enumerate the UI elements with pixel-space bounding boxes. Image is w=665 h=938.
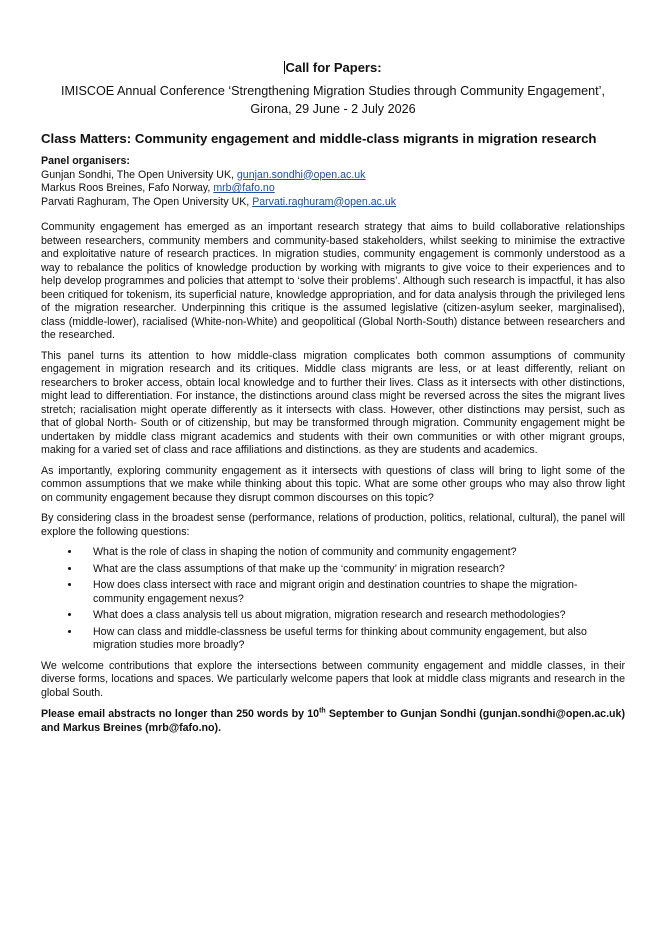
organiser-raghuram [41,196,625,210]
call-for-papers-heading [41,60,625,76]
organiser-name: Markus Roos Breines, Fafo Norway, [41,182,214,194]
submission-text-end: September to Gunjan Sondhi (gunjan.sondhi@open.ac.uk) and Markus Breines (mrb@fafo.no). [41,708,625,734]
organisers-label: Panel organisers: [41,155,130,167]
list-item: • How can class and middle-classness be useful terms for thinking about community engagement, but also migration studies more broadly? [81,626,625,653]
paragraph-intro: Community engagement has emerged as an important research strategy that aims to build collaborative relationships between researchers, community members and community-based stakeholders, whilst seeking to minimise the extractive and exploitative nature of research practices. In migration studies, community engagement is commonly understood as a way to rebalance the politics of knowledge production by working with migrants to give voice to their experiences and to help develop programmes and policies that attempt to ‘solve their problems’. Although such research is impactful, it has also been critiqued for tokenism, its superficial nature, knowledge appropriation, and for data analysis through the privileged lens of the migration researcher. Underpinning this critique is the assumed legislative (citizen-asylum seeker, marginalised), class (middle-lower), racialised (White-non-White) and geopolitical (Global North-South) distance between researchers and the researched. [41,221,625,341]
organiser-name: Gunjan Sondhi, The Open University UK, [41,168,237,181]
call-for-papers-text: Call for Papers: [285,60,382,75]
paragraph-panel-focus: This panel turns its attention to how middle-class migration complicates both common assumptions of community engagement in migration research and its critiques. Middle class migrants are less, or at least differently, reliant on researchers to broker access, obtain local knowledge and to further their lives. Class as it intersects with other distinctions, might lead to differentiation. For instance, the distinctions around class might be reversed across the sites the migrant lives stretch; racialisation might operate differently as it intersects with class. However, other distinctions may persist, such as that of global North- South or of citizenship, but may be transformed through migration. Community engagement might be undertaken by middle class migrant academics and students with their own communities or with other migrant groups, making for a varied set of class and race affiliations and distinctions. as they are students and academics. [41,349,625,456]
conference-line-1: IMISCOE Annual Conference ‘Strengthening Migration Studies through Community Engagement’, [61,84,605,98]
list-item: • What is the role of class in shaping the notion of community and community engagement? [81,546,625,560]
email-link-breines[interactable]: mrb@fafo.no [213,182,275,194]
paragraph-welcome: We welcome contributions that explore the intersections between community engagement and middle classes, in their diverse forms, locations and spaces. We particularly welcome papers that look at middle class migrants and research in the global South. [41,659,625,699]
questions-list [41,546,625,653]
conference-line-2: Girona, 29 June - 2 July 2026 [250,102,416,116]
list-item: • What are the class assumptions of that make up the ‘community’ in migration research? [81,563,625,577]
list-item: • How does class intersect with race and migrant origin and destination countries to shape the migration-community engagement nexus? [81,579,625,606]
panel-title: Class Matters: Community engagement and middle-class migrants in migration research [41,131,597,146]
ordinal-suffix: th [319,707,326,715]
panel-organisers [41,155,625,209]
submission-text-start: Please email abstracts no longer than 250 words by 10 [41,708,320,720]
list-item: • What does a class analysis tell us about migration, migration research and research methodologies? [81,609,625,623]
email-link-raghuram[interactable]: Parvati.raghuram@open.ac.uk [252,195,397,208]
organiser-name: Parvati Raghuram, The Open University UK, [41,195,253,208]
email-link-sondhi[interactable]: gunjan.sondhi@open.ac.uk [236,168,366,181]
organiser-sondhi [41,169,625,183]
paragraph-questions-intro: By considering class in the broadest sense (performance, relations of production, politics, relational, cultural), the panel will explore the following questions: [41,512,625,538]
organiser-breines [41,182,625,196]
submission-instructions [41,707,625,735]
paragraph-assumptions: As importantly, exploring community engagement as it intersects with questions of class will bring to light some of the common assumptions that we make while thinking about this topic. What are some other groups who may also throw light on community engagement because they disrupt common discourses on this topic? [41,464,625,504]
